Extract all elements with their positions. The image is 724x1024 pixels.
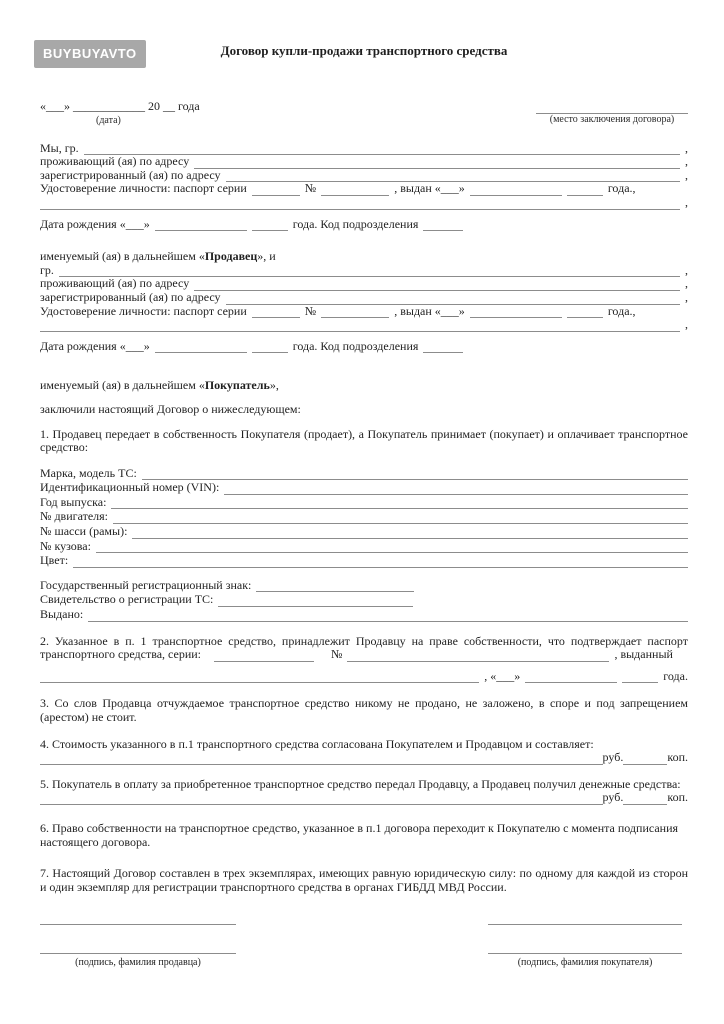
clause-2-line3 — [40, 670, 688, 684]
place-caption: (место заключения договора) — [549, 114, 675, 125]
kopecks-blank — [623, 752, 667, 765]
date-line: «___» ____________ 20 __ года — [40, 99, 200, 113]
signatures-section — [40, 914, 688, 970]
clause-2-line2 — [40, 648, 688, 662]
body-no-blank — [96, 540, 688, 553]
pts-series-label: транспортного средства, серии: — [40, 647, 201, 662]
field-label: Год выпуска: — [40, 494, 107, 509]
seller-residing-line — [40, 155, 688, 169]
pts-number-blank — [347, 649, 609, 662]
year-end-label: года., — [607, 181, 636, 196]
seller-passport-series-blank — [252, 183, 300, 196]
kopecks-blank — [623, 792, 667, 805]
year-end-label: года., — [607, 303, 636, 318]
seller-surname-blank — [40, 925, 236, 954]
year-blank — [111, 496, 688, 509]
seller-signature-block — [40, 914, 236, 970]
seller-passport-issuer-line — [40, 196, 688, 210]
seller-unit-code-blank — [423, 218, 463, 231]
buyer-name-line — [40, 264, 688, 278]
kop-label: коп. — [667, 750, 688, 765]
buyer-passport-issuer-line — [40, 318, 688, 332]
comma: , — [685, 140, 688, 155]
clause-2-line1: 2. Указанное в п. 1 транспортное средство, принадлежит Продавцу на праве собственности, что подтверждает паспорт — [40, 633, 688, 648]
comma: , — [685, 194, 688, 209]
reg-plate-blank — [256, 579, 414, 592]
seller-registered-line — [40, 169, 688, 183]
comma: , — [685, 276, 688, 291]
comma: , — [685, 167, 688, 182]
buyer-residing-blank — [194, 278, 680, 291]
pts-year-label: года. — [663, 668, 688, 683]
buyer-passport-year-blank — [567, 305, 603, 318]
date-block — [40, 100, 200, 126]
clause-7: 7. Настоящий Договор составлен в трех экземплярах, имеющих равную юридическую силу: по одному для каждой из сторон и один экземпляр для регистрации транспортного средства в органах ГИБДД МВД России. — [40, 866, 688, 894]
seller-passport-line — [40, 182, 688, 196]
named-suffix: », — [269, 378, 279, 393]
field-vin — [40, 481, 688, 495]
issued-by-label: , выданный — [614, 647, 673, 662]
pts-series-blank — [214, 649, 314, 662]
pts-date-blank — [525, 670, 617, 683]
pts-year-blank — [622, 670, 658, 683]
field-make-model — [40, 467, 688, 481]
amount-blank — [40, 792, 603, 805]
make-model-blank — [142, 467, 688, 480]
field-reg-cert — [40, 593, 688, 607]
birth-end-label: года. Код подрозделения — [292, 216, 419, 231]
seller-section — [40, 142, 688, 232]
comma: , — [685, 317, 688, 332]
field-label: Свидетельство о регистрации ТС: — [40, 592, 214, 607]
date-caption: (дата) — [96, 114, 121, 126]
registration-fields — [40, 579, 688, 622]
buyer-birth-month-blank — [155, 340, 247, 353]
seller-signature-blank — [40, 914, 236, 925]
vehicle-fields — [40, 467, 688, 568]
buyer-passport-month-blank — [470, 305, 562, 318]
field-color — [40, 554, 688, 568]
named-suffix: », и — [257, 249, 276, 264]
field-engine-no — [40, 510, 688, 524]
buyer-registered-blank — [226, 292, 680, 305]
document-header — [40, 30, 688, 74]
named-prefix: именуемый (ая) в дальнейшем « — [40, 378, 205, 393]
vin-blank — [224, 482, 688, 495]
buyer-passport-number-blank — [321, 305, 389, 318]
document-title: Договор купли-продажи транспортного средства — [220, 43, 508, 58]
seller-passport-month-blank — [470, 183, 562, 196]
issued-by-blank — [88, 609, 688, 622]
buyer-role-name: Покупатель — [204, 378, 270, 393]
buyer-section — [40, 264, 688, 354]
field-label: № кузова: — [40, 538, 91, 553]
issued-label: , выдан «___» — [394, 303, 465, 318]
field-chassis-no — [40, 525, 688, 539]
field-label: Государственный регистрационный знак: — [40, 577, 252, 592]
clause-3: 3. Со слов Продавца отчуждаемое транспортное средство никому не продано, не заложено, в споре и под запрещением (арестом) не стоит. — [40, 696, 688, 724]
rub-label: руб. — [602, 750, 624, 765]
field-label: Марка, модель ТС: — [40, 465, 137, 480]
buyer-signature-block — [488, 914, 682, 970]
residing-label: проживающий (ая) по адресу — [40, 154, 190, 169]
buyer-signature-blank — [488, 914, 682, 925]
comma: , — [685, 262, 688, 277]
field-year — [40, 496, 688, 510]
seller-passport-issuer-blank — [40, 197, 680, 210]
seller-birth-month-blank — [155, 218, 247, 231]
pts-date-label: , «___» — [484, 668, 521, 683]
buyer-residing-line — [40, 277, 688, 291]
we-gr-label: Мы, гр. — [40, 140, 79, 155]
birth-label: Дата рождения «___» — [40, 338, 150, 353]
number-sign: № — [304, 181, 317, 196]
seller-residing-blank — [194, 156, 680, 169]
field-label: № шасси (рамы): — [40, 524, 128, 539]
clause-4-text: 4. Стоимость указанного в п.1 транспортного средства согласована Покупателем и Продавцом и составляет: — [40, 736, 594, 751]
comma: , — [685, 154, 688, 169]
clause-5-amount-line — [40, 791, 688, 805]
amount-blank — [40, 752, 603, 765]
clause-5 — [40, 778, 688, 805]
clause-4 — [40, 738, 688, 765]
clause-4-amount-line — [40, 751, 688, 765]
seller-birth-line — [40, 218, 688, 232]
buyer-passport-series-blank — [252, 305, 300, 318]
field-issued-by — [40, 608, 688, 622]
rub-label: руб. — [602, 790, 624, 805]
field-reg-plate — [40, 579, 688, 593]
field-label: Выдано: — [40, 607, 84, 622]
seller-signature-caption: (подпись, фамилия продавца) — [75, 957, 201, 969]
buyer-birth-year-blank — [252, 340, 288, 353]
passport-label: Удостоверение личности: паспорт серии — [40, 303, 247, 318]
field-label: Идентификационный номер (VIN): — [40, 480, 220, 495]
birth-label: Дата рождения «___» — [40, 216, 150, 231]
passport-label: Удостоверение личности: паспорт серии — [40, 181, 247, 196]
seller-named-line — [40, 250, 688, 264]
birth-end-label: года. Код подрозделения — [292, 338, 419, 353]
buyer-birth-line — [40, 340, 688, 354]
seller-passport-year-blank — [567, 183, 603, 196]
buyer-passport-issuer-blank — [40, 319, 680, 332]
chassis-no-blank — [132, 526, 688, 539]
comma: , — [685, 289, 688, 304]
buybuyavto-logo: BUYBUYAVTO — [34, 40, 146, 68]
registered-label: зарегистрированный (ая) по адресу — [40, 289, 221, 304]
date-place-row — [40, 100, 688, 126]
clause-5-text: 5. Покупатель в оплату за приобретенное транспортное средство передал Продавцу, а Продавец получил денежные средства: — [40, 776, 681, 791]
seller-birth-year-blank — [252, 218, 288, 231]
field-label: Цвет: — [40, 553, 69, 568]
number-sign: № — [331, 647, 343, 662]
reg-cert-blank — [218, 594, 413, 607]
buyer-passport-line — [40, 305, 688, 319]
color-blank — [73, 555, 688, 568]
seller-role-name: Продавец — [204, 249, 258, 264]
named-prefix: именуемый (ая) в дальнейшем « — [40, 249, 205, 264]
registered-label: зарегистрированный (ая) по адресу — [40, 167, 221, 182]
engine-no-blank — [113, 511, 688, 524]
field-body-no — [40, 540, 688, 554]
clause-1: 1. Продавец передает в собственность Покупателя (продает), а Покупатель принимает (покупает) и оплачивает транспортное средство: — [40, 426, 688, 455]
buyer-unit-code-blank — [423, 340, 463, 353]
kop-label: коп. — [667, 790, 688, 805]
buyer-registered-line — [40, 291, 688, 305]
clause-2 — [40, 635, 688, 684]
residing-label: проживающий (ая) по адресу — [40, 276, 190, 291]
number-sign: № — [304, 303, 317, 318]
buyer-named-line — [40, 379, 688, 393]
clause-6: 6. Право собственности на транспортное средство, указанное в п.1 договора переходит к Покупателю с момента подписания настоящего договора. — [40, 820, 679, 849]
gr-label: гр. — [40, 262, 54, 277]
issued-label: , выдан «___» — [394, 181, 465, 196]
seller-passport-number-blank — [321, 183, 389, 196]
intro-line: заключили настоящий Договор о нижеследующем: — [40, 401, 301, 416]
pts-issuer-blank — [40, 670, 479, 683]
place-blank — [536, 100, 688, 114]
field-label: № двигателя: — [40, 509, 108, 524]
place-block — [536, 100, 688, 125]
buyer-surname-blank — [488, 925, 682, 954]
buyer-signature-caption: (подпись, фамилия покупателя) — [517, 957, 653, 969]
seller-name-line — [40, 142, 688, 156]
